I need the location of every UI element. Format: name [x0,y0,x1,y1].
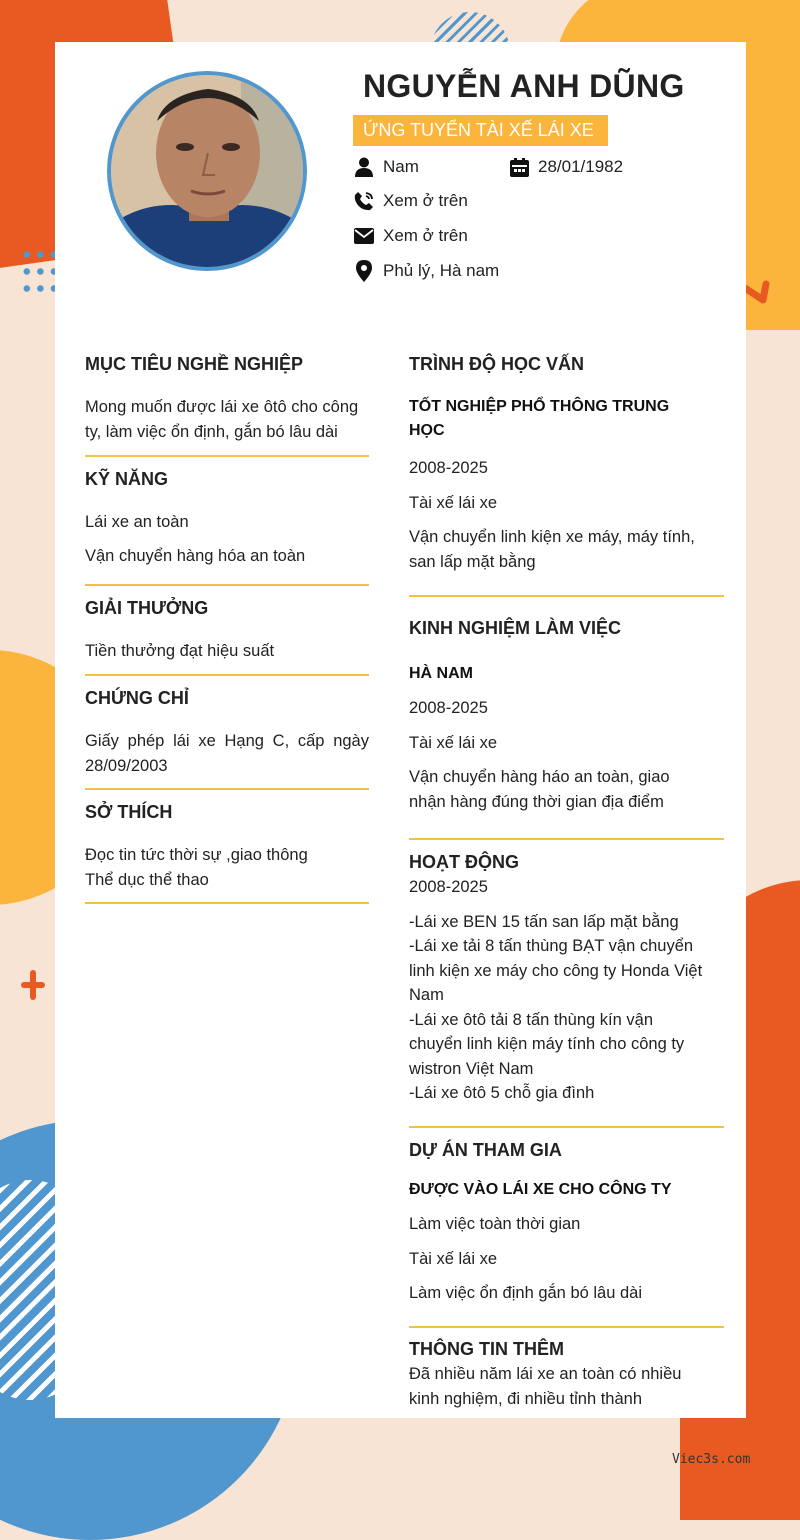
email-value: Xem ở trên [383,226,468,245]
education-school: TỐT NGHIỆP PHỔ THÔNG TRUNG HỌC [409,398,670,439]
activity-item: -Lái xe ôtô 5 chỗ gia đình [409,1084,595,1102]
section-title: CHỨNG CHỈ [85,688,189,708]
hobby-item: Đọc tin tức thời sự ,giao thông [85,846,308,864]
divider [85,455,369,457]
phone-row [353,190,468,212]
watermark: Viec3s.com [672,1452,751,1467]
birthdate-row [508,156,623,178]
candidate-name: NGUYỄN ANH DŨNG [363,68,685,104]
project-description: Làm việc ổn định gắn bó lâu dài [409,1284,642,1302]
skill-item: Vận chuyển hàng hóa an toàn [85,546,306,565]
education-period: 2008-2025 [409,459,488,477]
calendar-icon [508,156,530,178]
section-title: SỞ THÍCH [85,802,173,822]
activity-item: -Lái xe BEN 15 tấn san lấp mặt bằng [409,912,679,931]
activity-item: -Lái xe ôtô tải 8 tấn thùng kín vận chuyển linh kiện máy tính cho công ty wistron Việt Nam [409,1010,685,1078]
divider [409,595,724,597]
section-title: HOẠT ĐỘNG [409,852,519,872]
more-info-section [409,1339,709,1411]
experience-section [409,618,709,814]
hobby-item: Thể dục thể thao [85,870,209,889]
project-position: Tài xế lái xe [409,1249,498,1268]
divider [409,838,724,840]
address-row [353,260,499,282]
skill-item: Lái xe an toàn [85,513,189,531]
education-description: Vận chuyển linh kiện xe máy, máy tính, san lấp mặt bằng [409,528,695,571]
experience-position: Tài xế lái xe [409,733,498,752]
email-row [353,225,468,247]
mail-icon [353,225,375,247]
avatar [107,71,307,271]
plus-decoration [21,970,45,1000]
certificates-section [85,688,369,778]
gender-value: Nam [383,157,419,176]
phone-icon [353,190,375,212]
activities-section [409,852,709,1106]
hobbies-section [85,802,369,892]
experience-company: HÀ NAM [409,665,473,682]
experience-period: 2008-2025 [409,699,488,717]
section-title: THÔNG TIN THÊM [409,1339,564,1359]
address-value: Phủ lý, Hà nam [383,261,500,280]
section-title: DỰ ÁN THAM GIA [409,1140,562,1160]
gender-row [353,156,419,178]
divider [85,902,369,904]
activity-item: -Lái xe tải 8 tấn thùng BẠT vận chuyển linh kiện xe máy cho công ty Honda Việt Nam [409,937,703,1004]
section-title: KỸ NĂNG [85,469,169,489]
career-goal-text: Mong muốn được lái xe ôtô cho công ty, làm việc ổn định, gắn bó lâu dài [85,398,359,441]
divider [85,788,369,790]
birthdate-value: 28/01/1982 [538,157,624,176]
skills-section [85,469,369,568]
education-section [409,354,709,574]
section-title: GIẢI THƯỞNG [85,598,209,618]
divider [409,1326,724,1328]
divider [85,674,369,676]
projects-section [409,1140,709,1306]
section-title: KINH NGHIỆM LÀM VIỆC [409,618,622,638]
section-title: TRÌNH ĐỘ HỌC VẤN [409,354,584,374]
activities-period: 2008-2025 [409,878,488,896]
divider [85,584,369,586]
certificate-text: Giấy phép lái xe Hạng C, cấp ngày 28/09/2003 [85,732,369,775]
section-title: MỤC TIÊU NGHỀ NGHIỆP [85,354,304,374]
project-type: Làm việc toàn thời gian [409,1215,581,1233]
project-name: ĐƯỢC VÀO LÁI XE CHO CÔNG TY [409,1181,672,1198]
experience-description: Vận chuyển hàng háo an toàn, giao nhận hàng đúng thời gian địa điểm [409,768,670,811]
divider [409,1126,724,1128]
job-title-badge: ỨNG TUYỂN TÀI XẾ LÁI XE [353,115,608,146]
more-info-text: Đã nhiều năm lái xe an toàn có nhiều kinh nghiệm, đi nhiều tỉnh thành [409,1365,682,1408]
career-goal-section [85,354,369,444]
education-position: Tài xế lái xe [409,493,498,512]
user-icon [353,156,375,178]
awards-section [85,598,369,664]
location-icon [353,260,375,282]
award-item: Tiền thưởng đạt hiệu suất [85,642,275,660]
phone-value: Xem ở trên [383,191,468,210]
